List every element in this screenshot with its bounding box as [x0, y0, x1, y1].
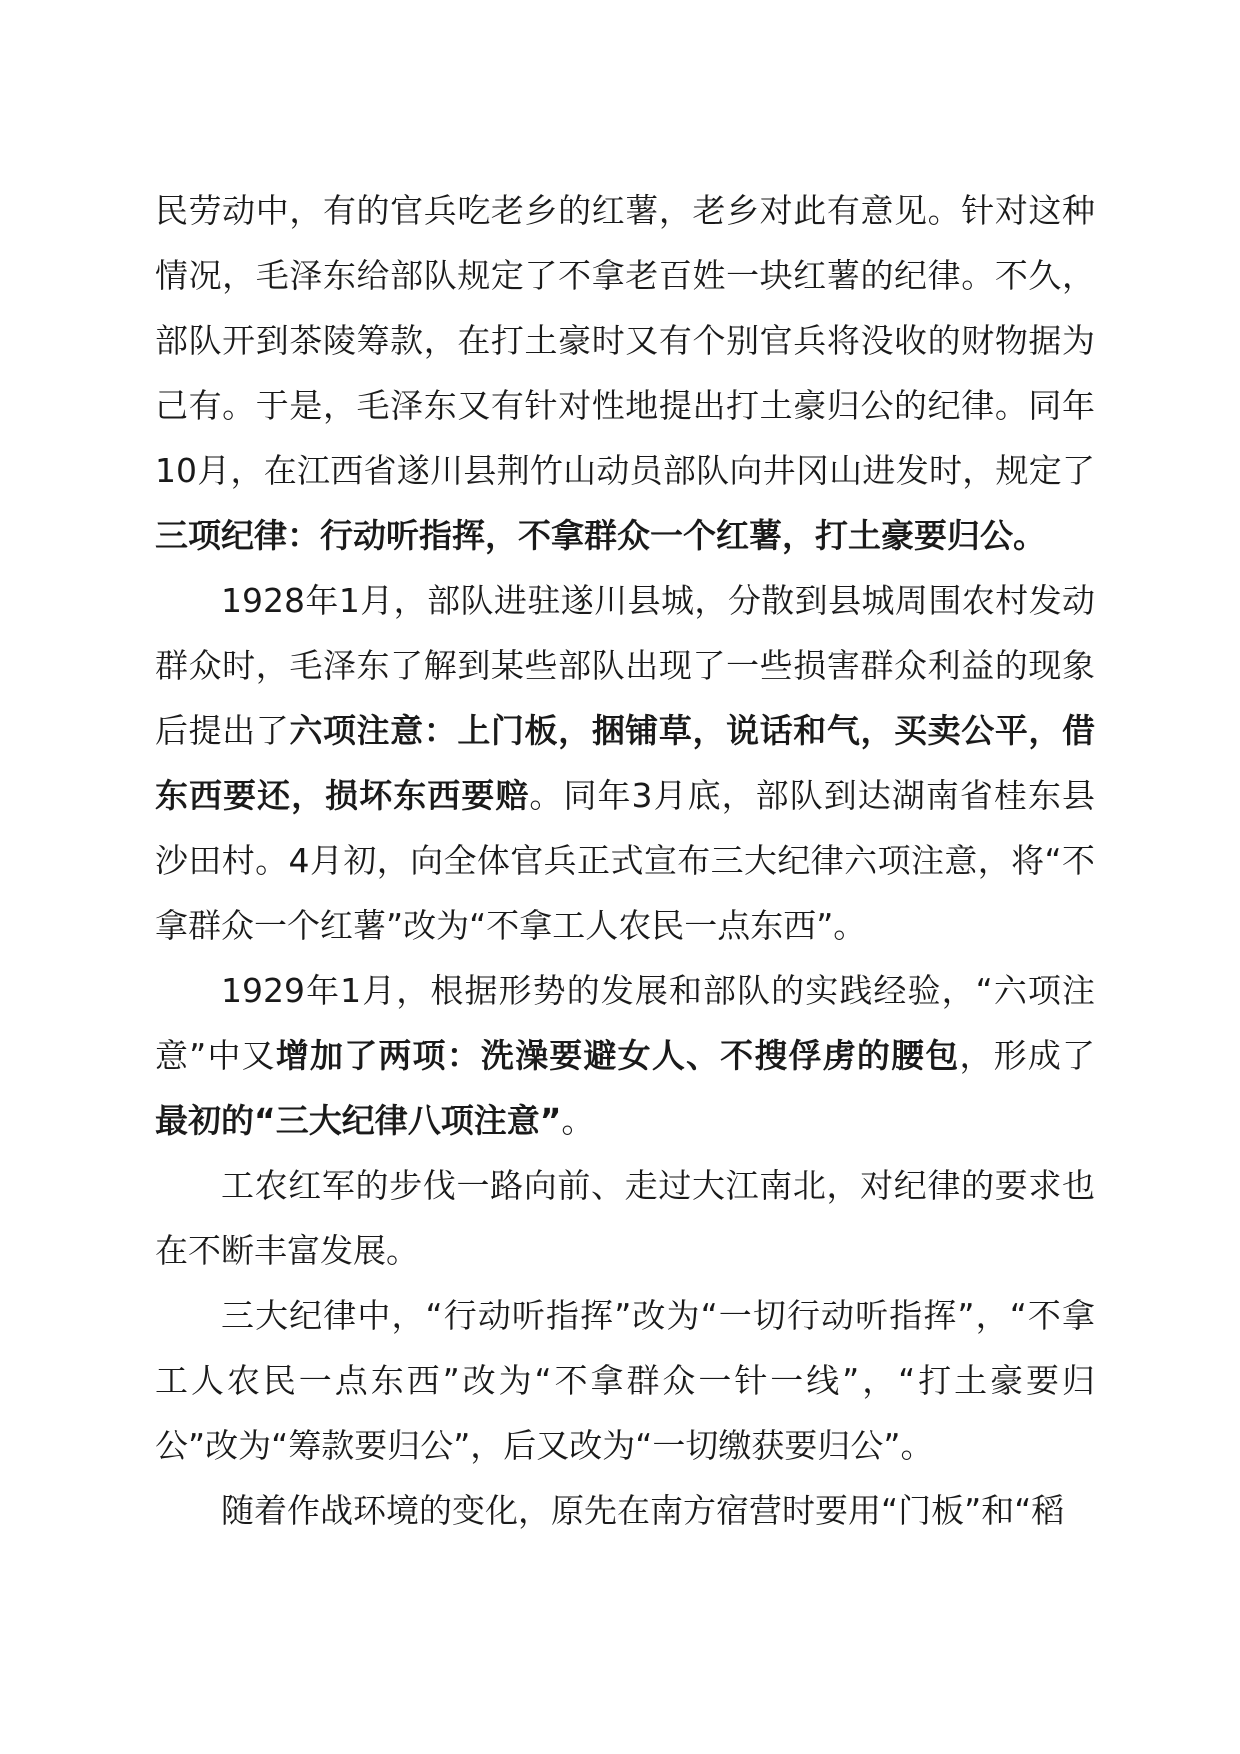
paragraph-text: 。: [561, 1101, 595, 1140]
paragraph-text: 随着作战环境的变化，原先在南方宿营时要用“门板”和“稻: [221, 1491, 1065, 1530]
two-added-points-text: 增加了两项：洗澡要避女人、不搜俘虏的腰包: [275, 1036, 960, 1075]
eight-points-text: 最初的“三大纪律八项注意”: [155, 1101, 562, 1140]
paragraph-text: ，形成了: [959, 1036, 1095, 1075]
six-points-text: 六项注意：上门板，捆铺草，说话和气，买卖公平，借东西要还，损坏东西要赔: [155, 711, 1096, 815]
paragraph-red-army: [155, 1153, 1095, 1283]
document-page: [155, 178, 1095, 1543]
paragraph-text: 工农红军的步伐一路向前、走过大江南北，对纪律的要求也在不断丰富发展。: [155, 1166, 1095, 1270]
paragraph-1928: [155, 568, 1095, 958]
paragraph-text: 。同年3月底，部队到达湖南省桂东县沙田村。4月初，向全体官兵正式宣布三大纪律六项注意，将“不拿群众一个红薯”改为“不拿工人农民一点东西”。: [155, 776, 1096, 945]
paragraph-text: 三大纪律中，“行动听指挥”改为“一切行动听指挥”，“不拿工人农民一点东西”改为“不拿群众一针一线”，“打土豪要归公”改为“筹款要归公”，后又改为“一切缴获要归公”。: [155, 1296, 1095, 1465]
paragraph-continuation: [155, 178, 1095, 568]
paragraph-environment-change: [155, 1478, 1095, 1543]
paragraph-text: 民劳动中，有的官兵吃老乡的红薯，老乡对此有意见。针对这种情况，毛泽东给部队规定了不拿老百姓一块红薯的纪律。不久，部队开到茶陵筹款，在打土豪时又有个别官兵将没收的财物据为己有。于是，毛泽东又有针对性地提出打土豪归公的纪律。同年10月，在江西省遂川县荆竹山动员部队向井冈山进发时，规定了: [155, 191, 1095, 490]
paragraph-text: 1928年1月，部队进驻遂川县城，分散到县城周围农村发动群众时，毛泽东了解到某些部队出现了一些损害群众利益的现象后提出了: [155, 581, 1095, 750]
paragraph-1929: [155, 958, 1095, 1153]
three-disciplines-text: 三项纪律：行动听指挥，不拿群众一个红薯，打土豪要归公。: [155, 516, 1046, 555]
paragraph-three-disciplines-changes: [155, 1283, 1095, 1478]
paragraph-text: 1929年1月，根据形势的发展和部队的实践经验，“六项注意”中又: [155, 971, 1095, 1075]
